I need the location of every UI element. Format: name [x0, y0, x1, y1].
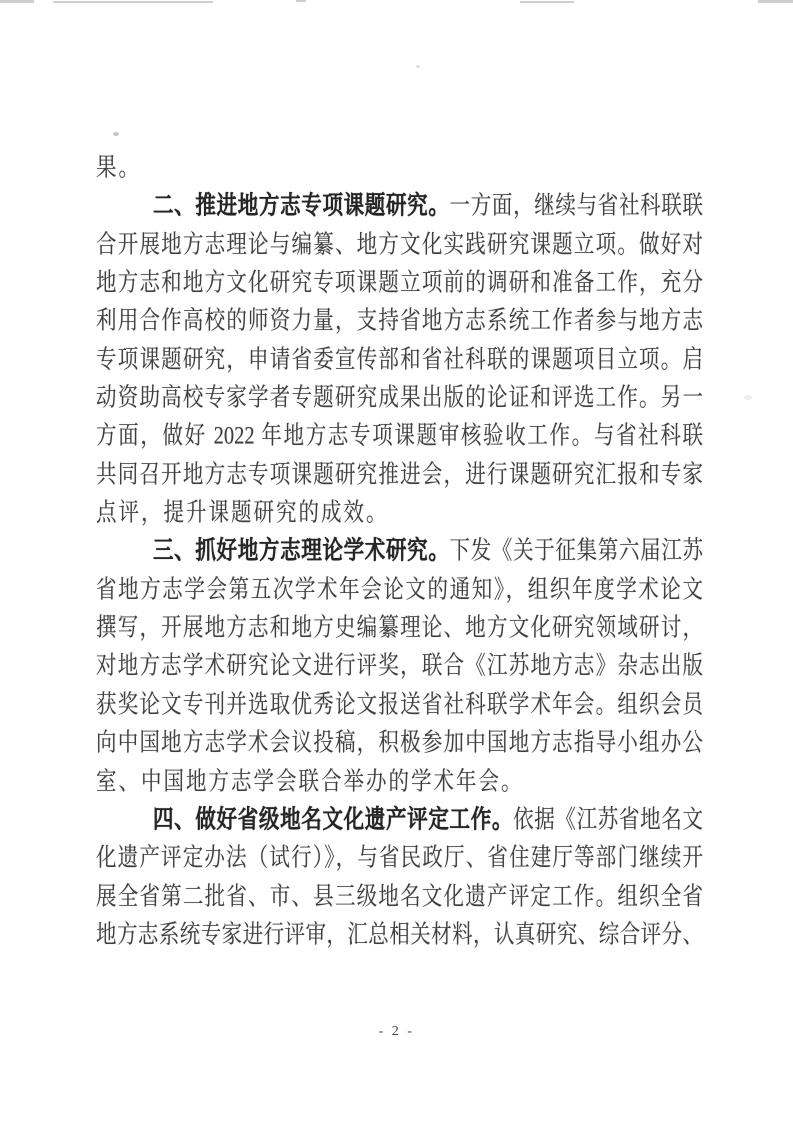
document-body	[96, 149, 703, 954]
body-text: 专项课题研究，申请省委宣传部和省社科联的课题项目立项。启	[96, 346, 703, 374]
page-number: - 2 -	[378, 1024, 415, 1039]
body-text: 地方志和地方文化研究专项课题立项前的调研和准备工作，充分	[96, 269, 703, 297]
body-text: 省地方志学会第五次学术年会论文的通知》，组织年度学术论文	[96, 576, 703, 604]
body-text: 获奖论文专刊并选取优秀论文报送省社科联学术年会。组织会员	[96, 691, 703, 719]
body-text: 对地方志学术研究论文进行评奖，联合《江苏地方志》杂志出版	[96, 652, 703, 680]
body-text: 地方志系统专家进行评审，汇总相关材料，认真研究、综合评分、	[96, 921, 703, 949]
body-text: 点评，提升课题研究的成效。	[96, 499, 389, 527]
body-text: 室、中国地方志学会联合举办的学术年会。	[96, 767, 524, 795]
section-heading-text: 三、抓好地方志理论学术研究。	[153, 537, 450, 565]
body-text: 下发《关于征集第六届江苏	[449, 537, 704, 565]
body-text: 共同召开地方志专项课题研究推进会，进行课题研究汇报和专家	[96, 461, 703, 489]
body-text: 向中国地方志学术会议投稿，积极参加中国地方志指导小组办公	[96, 729, 703, 757]
body-text: 化遗产评定办法（试行）》，与省民政厅、省住建厅等部门继续开	[96, 844, 703, 872]
body-text: 展全省第二批省、市、县三级地名文化遗产评定工作。组织全省	[96, 882, 703, 911]
text-line	[96, 911, 703, 958]
body-text: 依据《江苏省地名文	[513, 806, 704, 834]
body-text: 撰写，开展地方志和地方史编纂理论、地方文化研究领域研讨，	[96, 614, 703, 642]
scan-speck	[416, 65, 420, 68]
section-heading-text: 四、做好省级地名文化遗产评定工作。	[153, 806, 514, 834]
scan-edge-artifact	[0, 0, 793, 4]
body-text: 一方面，继续与省社科联联	[449, 192, 704, 220]
scan-speck	[113, 132, 119, 136]
body-text: 动资助高校专家学者专题研究成果出版的论证和评选工作。另一	[96, 384, 703, 412]
body-text: 合开展地方志理论与编纂、地方文化实践研究课题立项。做好对	[96, 231, 703, 259]
body-text: 利用合作高校的师资力量，支持省地方志系统工作者参与地方志	[96, 307, 703, 335]
scan-speck	[744, 395, 752, 400]
body-text: 方面，做好 2022 年地方志专项课题审核验收工作。与省社科联	[96, 422, 703, 450]
body-text: 果。	[96, 154, 141, 182]
section-heading-text: 二、推进地方志专项课题研究。	[153, 192, 450, 220]
